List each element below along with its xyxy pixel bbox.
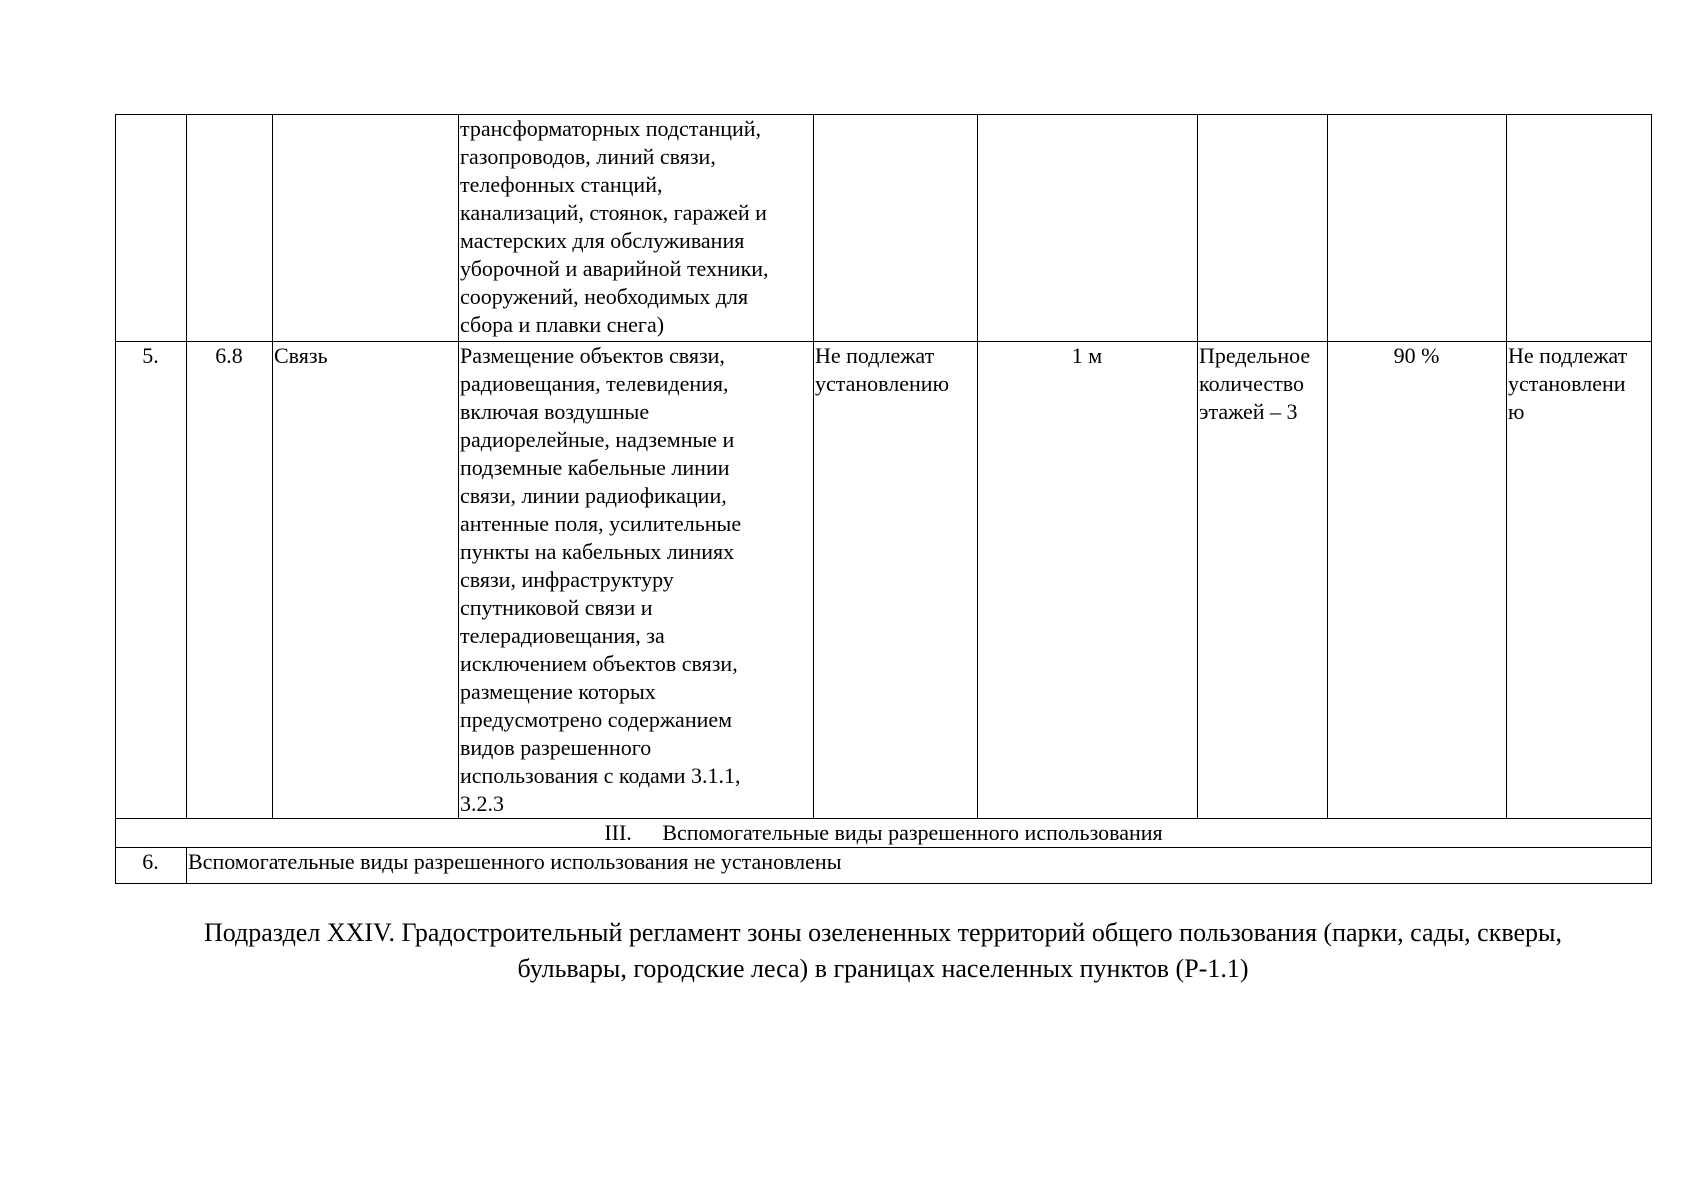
- floors-value: Предельное количество этажей – 3: [1198, 342, 1328, 819]
- row-number: 5.: [116, 342, 187, 819]
- setback-cell: [978, 115, 1198, 342]
- number-cell: [116, 115, 187, 342]
- subsection-heading: Подраздел XXIV. Градостроительный регламент зоны озелененных территорий общего пользования (парки, сады, скверы, бульвары, городские леса) в границах населенных пунктов (Р-1.1): [203, 918, 1562, 983]
- section-title: Вспомогательные виды разрешенного использования: [662, 820, 1163, 845]
- other-value: Не подлежат установлени ю: [1507, 342, 1652, 819]
- floors-cell: [1198, 115, 1328, 342]
- continuation-row: [116, 115, 1652, 342]
- coverage-value: 90 %: [1328, 342, 1507, 819]
- code-cell: [187, 115, 273, 342]
- description-cell: трансформаторных подстанций, газопроводов, линий связи, телефонных станций, канализаций, стоянок, гаражей и мастерских для обслуживания уборочной и аварийной техники, сооружений, необходимых для сбора и плавки снега): [459, 115, 814, 342]
- plot-size-cell: [814, 115, 978, 342]
- regulation-table: [115, 114, 1652, 884]
- section-header-row: [116, 819, 1652, 848]
- table-row-5: [116, 342, 1652, 819]
- coverage-cell: [1328, 115, 1507, 342]
- use-name: Связь: [273, 342, 459, 819]
- row-number: 6.: [116, 848, 187, 884]
- section-header: [116, 819, 1652, 848]
- other-cell: [1507, 115, 1652, 342]
- name-cell: [273, 115, 459, 342]
- row-text: Вспомогательные виды разрешенного использования не установлены: [187, 848, 1652, 884]
- plot-size-value: Не подлежат установлению: [814, 342, 978, 819]
- setback-value: 1 м: [978, 342, 1198, 819]
- section-number: III.: [604, 820, 632, 845]
- table-row-6: [116, 848, 1652, 884]
- use-code: 6.8: [187, 342, 273, 819]
- use-description: Размещение объектов связи, радиовещания, телевидения, включая воздушные радиорелейные, надземные и подземные кабельные линии связи, линии радиофикации, антенные поля, усилительные пункты на кабельных линиях связи, инфраструктуру спутниковой связи и телерадиовещания, за исключением объектов связи, размещение которых предусмотрено содержанием видов разрешенного использования с кодами 3.1.1, 3.2.3: [459, 342, 814, 819]
